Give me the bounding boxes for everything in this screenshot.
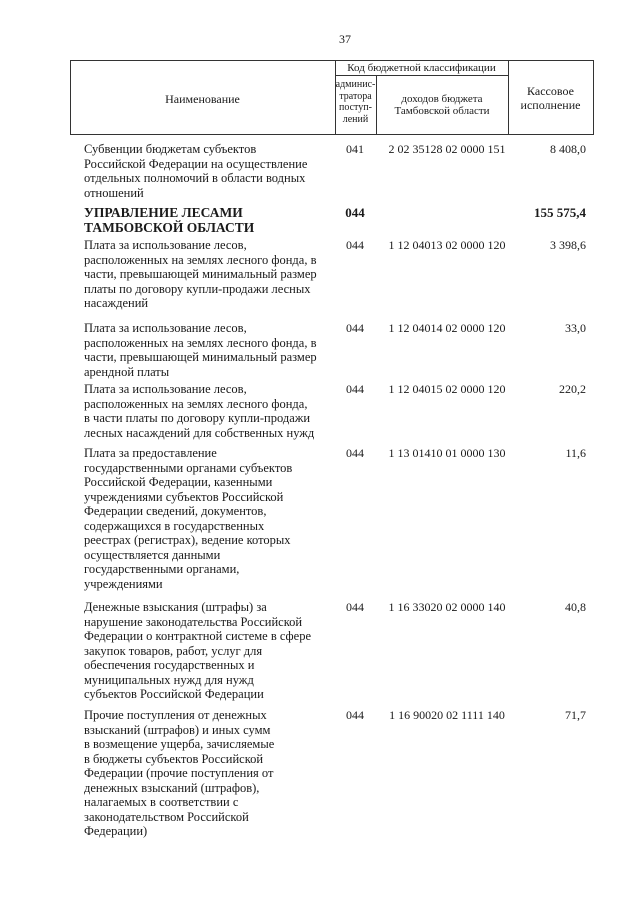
row-name-line: содержащихся в государственных xyxy=(84,518,265,533)
row-income-code: 1 12 04015 02 0000 120 xyxy=(388,382,506,396)
row-name xyxy=(84,708,332,839)
row-admin-code: 044 xyxy=(346,382,364,396)
row-name-line: расположенных на землях лесного фонда, в xyxy=(84,335,317,350)
row-name-line: учреждениями субъектов Российской xyxy=(84,489,284,504)
row-name-line: Федерации (прочие поступления от xyxy=(84,766,274,780)
row-name-line: Субвенции бюджетам субъектов xyxy=(84,142,257,156)
row-income-code: 2 02 35128 02 0000 151 xyxy=(388,142,506,156)
row-name-line: насаждений xyxy=(84,296,149,310)
row-admin-code: 044 xyxy=(346,708,364,722)
row-name-line: государственными органами субъектов xyxy=(84,460,293,475)
row-admin-code: 044 xyxy=(346,600,364,614)
row-name xyxy=(84,600,332,702)
header-income: доходов бюджета Тамбовской области xyxy=(394,93,490,117)
row-admin-code: 044 xyxy=(345,205,365,220)
row-income-code: 1 13 01410 01 0000 130 xyxy=(388,446,506,460)
row-income-code: 1 12 04014 02 0000 120 xyxy=(388,321,506,335)
row-name-line: обеспечения государственных и xyxy=(84,658,255,672)
row-admin-code: 044 xyxy=(346,238,364,252)
row-name-line: реестрах (регистрах), ведение которых xyxy=(84,533,291,547)
page-number: 37 xyxy=(339,32,351,46)
row-name-line: арендной платы xyxy=(84,364,170,379)
row-name-line: осуществляется данными xyxy=(84,547,221,562)
row-name-line: субъектов Российской Федерации xyxy=(84,687,264,701)
row-name-line: законодательством Российской xyxy=(84,809,249,824)
row-name-line: нарушение законодательства Российской xyxy=(84,614,303,629)
row-name-line: в возмещение ущерба, зачисляемые xyxy=(84,737,275,751)
row-name-line: Федерации о контрактной системе в сфере xyxy=(84,629,312,643)
row-name-line: Плата за использование лесов, xyxy=(84,238,247,252)
row-name-line: Денежные взыскания (штрафы) за xyxy=(84,600,267,614)
row-name-line: Федерации сведений, документов, xyxy=(84,504,267,518)
row-amount: 155 575,4 xyxy=(534,205,586,220)
header-cash: Кассовое исполнение xyxy=(520,84,581,112)
row-name xyxy=(84,238,332,311)
row-name-line: взысканий (штрафов) и иных сумм xyxy=(84,722,271,737)
row-name-line: Федерации) xyxy=(84,824,148,838)
row-admin-code: 044 xyxy=(346,321,364,335)
row-name-line: Плата за использование лесов, xyxy=(84,321,247,335)
row-name xyxy=(84,142,332,200)
row-name-line: в бюджеты субъектов Российской xyxy=(84,751,264,766)
row-name xyxy=(84,382,332,440)
row-amount: 220,2 xyxy=(559,382,586,396)
row-name-line: отношений xyxy=(84,185,144,200)
row-name-line: в части платы по договору купли-продажи xyxy=(84,411,311,425)
row-name-line: налагаемых в соответствии с xyxy=(84,795,239,809)
row-name-line: отдельных полномочий в области водных xyxy=(84,171,306,185)
row-name xyxy=(84,205,332,235)
header-code-group: Код бюджетной классификации xyxy=(347,62,496,74)
row-name xyxy=(84,321,332,379)
row-name-line: муниципальных нужд для нужд xyxy=(84,672,254,687)
row-name-line: платы по договору купли-продажи лесных xyxy=(84,281,311,296)
row-name-line: Плата за использование лесов, xyxy=(84,382,247,396)
row-name-line: расположенных на землях лесного фонда, xyxy=(84,396,308,411)
row-name-line: расположенных на землях лесного фонда, в xyxy=(84,252,317,267)
row-amount: 40,8 xyxy=(565,600,586,614)
row-amount: 71,7 xyxy=(565,708,586,722)
row-amount: 11,6 xyxy=(565,446,586,460)
row-name-line: лесных насаждений для собственных нужд xyxy=(84,425,315,440)
row-name-line: денежных взысканий (штрафов), xyxy=(84,780,260,795)
row-admin-code: 041 xyxy=(346,142,364,156)
row-name-line: закупок товаров, работ, услуг для xyxy=(84,643,263,658)
row-name-line: части, превышающей минимальный размер xyxy=(84,350,317,364)
row-name-line: части, превышающей минимальный размер xyxy=(84,267,317,281)
row-name-line: государственными органами, xyxy=(84,562,240,576)
row-income-code: 1 16 90020 02 1111 140 xyxy=(389,708,505,722)
header-admin: админис- тратора поступ- лений xyxy=(335,79,376,125)
row-name-line: Плата за предоставление xyxy=(84,446,217,460)
row-income-code: 1 12 04013 02 0000 120 xyxy=(388,238,506,252)
row-name-line: УПРАВЛЕНИЕ ЛЕСАМИ xyxy=(84,205,243,220)
header-name: Наименование xyxy=(165,92,240,106)
row-name-line: Российской Федерации на осуществление xyxy=(84,156,308,171)
row-name-line: Российской Федерации, казенными xyxy=(84,475,273,489)
row-income-code: 1 16 33020 02 0000 140 xyxy=(388,600,506,614)
row-amount: 3 398,6 xyxy=(550,238,586,252)
row-admin-code: 044 xyxy=(346,446,364,460)
row-name xyxy=(84,446,332,591)
row-name-line: учреждениями xyxy=(84,576,163,591)
row-amount: 33,0 xyxy=(565,321,586,335)
row-name-line: ТАМБОВСКОЙ ОБЛАСТИ xyxy=(84,220,255,235)
row-amount: 8 408,0 xyxy=(550,142,586,156)
row-name-line: Прочие поступления от денежных xyxy=(84,708,267,722)
